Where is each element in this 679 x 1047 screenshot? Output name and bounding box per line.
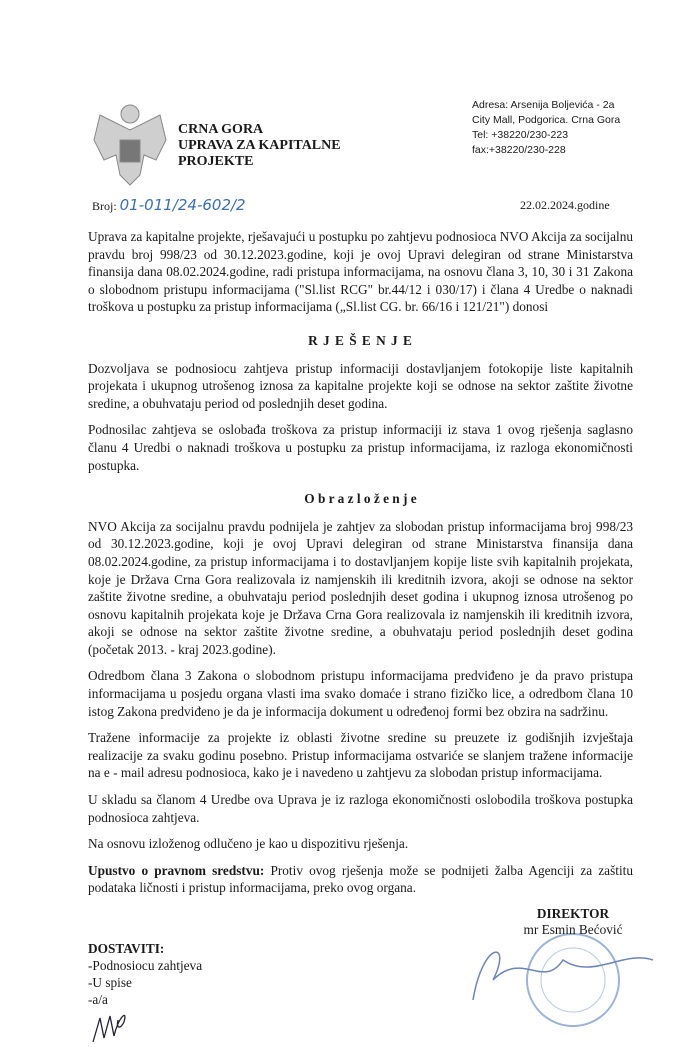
ref-label: Broj: xyxy=(92,199,117,213)
org-line: UPRAVA ZA KAPITALNE xyxy=(178,138,341,153)
reasoning-paragraph: NVO Akcija za socijalnu pravdu podnijela je zahtjev za slobodan pristup informacijama broj 998/23 od 30.12.2023.godine, koji je ovoj Upravi delegiran od strane Ministarstva finansija dana 08.02.2024.godine, za pristup informacijama i to dostavljanjem kopije liste svih kapitalnih projekata, koje je Država Crna Gora realizovala iz namjenskih ili kreditnih izvora, akoji se odnose na sektor zaštite životne sredine, a obuhvataju period poslednjih deset godina i ukupnog iznosa utrošenog po osnovu kapitalnih projekata koje je Država Crna Gora realizovala iz namjenskih ili kreditnih izvora, akoji se odnose na sektor zaštite životne sredine, a obuhvataju period poslednjih deset godina (početak 2013. - kraj 2023.godine). xyxy=(88,518,633,657)
delivery-item: -Podnosiocu zahtjeva xyxy=(88,958,203,973)
reasoning-paragraph: Tražene informacije za projekte iz oblasti životne sredine su preuzete iz godišnjih izvještaja realizacije za svaku godinu posebno. Pristup informacijama ostvariće se slanjem tražene informacije na e - mail adresu podnosioca, kako je i navedeno u zahtjevu za slobodan pristup informacijama. xyxy=(88,730,633,781)
signatory-title: DIREKTOR xyxy=(536,906,610,921)
org-line: CRNA GORA xyxy=(178,122,264,137)
legal-remedy-label: Upustvo o pravnom sredstvu: xyxy=(88,862,265,878)
document-body xyxy=(88,0,633,1036)
address-line: Adresa: Arsenija Boljevića - 2a xyxy=(472,99,615,111)
reasoning-title: O b r a z l o ž e n j e xyxy=(304,491,417,507)
delivery-list xyxy=(88,940,202,1047)
document-footer xyxy=(88,906,633,1036)
reasoning-paragraph: Odredbom člana 3 Zakona o slobodnom pristupu informacijama predviđeno je da pravo pristupa informacijama u posjedu organa vlasti ima svako domaće i strano fizičko lice, a odredbom člana 10 istog Zakona predviđeno je da je informacija dokument u određenoj formi bez obzira na sadržinu. xyxy=(88,668,633,719)
fax: fax:+38220/230-228 xyxy=(472,144,566,156)
decision-title: R J E Š E N J E xyxy=(308,332,413,348)
phone: Tel: +38220/230-223 xyxy=(472,129,569,141)
ref-number-handwritten: 01-011/24-602/2 xyxy=(119,196,246,214)
decision-paragraph: Podnosilac zahtjeva se oslobađa troškova za pristup informaciji iz stava 1 ovog rješenja saglasno članu 4 Uredbi o naknadi troškova u postupku za pristup informacijama, iz razloga ekonomičnosti postupka. xyxy=(88,422,633,473)
legal-remedy-text: Protiv ovog rješenja može se podnijeti žalba Agenciji za zaštitu podataka ličnosti i pristup informacijama, preko ovog organa. xyxy=(88,862,633,896)
delivery-item: -a/a xyxy=(88,992,108,1007)
delivery-title: DOSTAVITI: xyxy=(88,941,165,956)
intro-paragraph: Uprava za kapitalne projekte, rješavajući u postupku po zahtjevu podnosioca NVO Akcija za socijalnu pravdu broj 998/23 od 30.12.2023.godine, koji je ovoj Upravi delegiran od strane Ministarstva finansija dana 08.02.2024.godine, radi pristupa informacijama, na osnovu člana 3, 10, 30 i 31 Zakona o slobodnom pristupu informacijama ("Sl.list RCG" br.44/12 i 030/17) i člana 4 Uredbe o naknadi troškova u postupku za pristup informacijama („Sl.list CG. br. 66/16 i 121/21") donosi xyxy=(88,229,633,315)
delivery-item: -U spise xyxy=(88,975,132,990)
reasoning-paragraph: Na osnovu izloženog odlučeno je kao u dispozitivu rješenja. xyxy=(88,836,409,852)
initials-signature-icon xyxy=(88,1008,138,1043)
decision-paragraph: Dozvoljava se podnosiocu zahtjeva pristup informaciji dostavljanjem fotokopije liste kapitalnih projekata i ukupnog utrošenog iznosa za kapitalne projekte koji se odnose na sektor zaštite životne sredine, a obuhvataju period od poslednjih deset godina. xyxy=(88,360,633,411)
org-line: PROJEKTE xyxy=(178,154,254,169)
signatory-name: mr Esmin Bećović xyxy=(523,922,623,937)
signatory xyxy=(513,906,633,938)
document-date: 22.02.2024.godine xyxy=(520,198,610,212)
reasoning-paragraph: U skladu sa članom 4 Uredbe ova Uprava je iz razloga ekonomičnosti oslobodila troškova postupka podnosioca zahtjeva. xyxy=(88,792,633,825)
legal-remedy xyxy=(88,862,633,897)
address-line: City Mall, Podgorica. Crna Gora xyxy=(472,114,621,126)
